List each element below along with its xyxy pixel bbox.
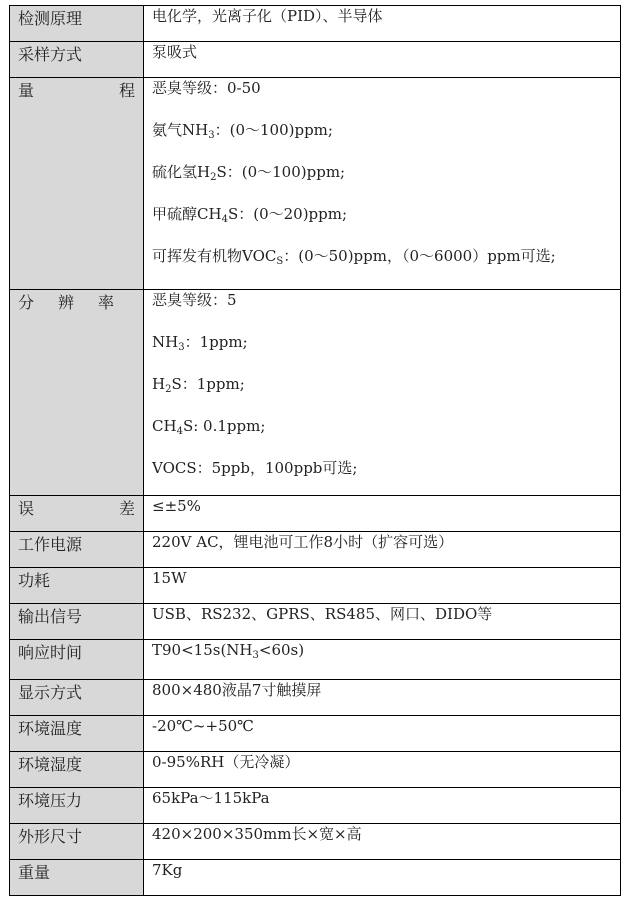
resolution-line: $CH_4S$: 0.1ppm; [152,417,266,437]
row-value: 65kPa～115kPa [144,788,621,824]
row-label [10,290,144,496]
label-char: 误 [18,499,35,518]
table-row [10,42,621,78]
row-label: 环境湿度 [10,752,144,788]
row-value: 15W [144,568,621,604]
row-label [10,496,144,532]
row-value: 420×200×350mm长×宽×高 [144,824,621,860]
table-row [10,788,621,824]
table-row [10,680,621,716]
label-char: 量 [18,81,35,100]
row-label: 检测原理 [10,6,144,42]
table-row [10,640,621,680]
row-value: 电化学，光离子化（PID）、半导体 [144,6,621,42]
row-label: 输出信号 [10,604,144,640]
resolution-line: VOCS：5ppb，100ppb可选; [152,459,358,477]
row-label: 环境温度 [10,716,144,752]
label-char: 辨 [57,293,74,312]
table-row [10,604,621,640]
row-label: 环境压力 [10,788,144,824]
range-line: 氨气$NH_3$：(0～100)ppm; [152,121,333,141]
row-value: 泵吸式 [144,42,621,78]
row-value: 800×480液晶7寸触摸屏 [144,680,621,716]
range-value [144,78,621,290]
table-row [10,532,621,568]
resolution-value [144,290,621,496]
table-row [10,78,621,290]
table-row [10,496,621,532]
row-value: USB、RS232、GPRS、RS485、网口、DIDO等 [144,604,621,640]
resolution-line: $H_2S$：1ppm; [152,375,245,395]
table-row [10,752,621,788]
table-row [10,290,621,496]
row-value: -20℃~+50℃ [144,716,621,752]
table-row [10,6,621,42]
resolution-line: 恶臭等级：5 [152,291,237,309]
table-row [10,824,621,860]
label-char: 程 [118,81,135,100]
row-label [10,78,144,290]
row-label: 功耗 [10,568,144,604]
label-char: 差 [118,499,135,518]
row-label: 采样方式 [10,42,144,78]
row-value: ≤±5% [144,496,621,532]
row-label: 显示方式 [10,680,144,716]
row-value: 7Kg [144,860,621,896]
range-line: 硫化氢$H_2S$：(0～100)ppm; [152,163,346,183]
range-line: 恶臭等级：0-50 [152,79,261,97]
resolution-line: $NH_3$：1ppm; [152,333,248,353]
row-value: 0-95%RH（无冷凝） [144,752,621,788]
spec-table [9,5,621,896]
range-line: 甲硫醇$CH_4S$：(0～20)ppm; [152,205,348,225]
row-value: 220V AC，锂电池可工作8小时（扩容可选） [144,532,621,568]
label-char: 率 [97,293,114,312]
row-label: 工作电源 [10,532,144,568]
label-char: 分 [18,293,35,312]
row-label: 外形尺寸 [10,824,144,860]
table-row [10,860,621,896]
row-label: 响应时间 [10,640,144,680]
row-value: $T90<15s(NH_3<60s)$ [144,640,621,680]
row-label: 重量 [10,860,144,896]
range-line: 可挥发有机物$VOC_S$：(0～50)ppm，（0～6000）ppm可选; [152,247,556,267]
table-row [10,716,621,752]
table-row [10,568,621,604]
